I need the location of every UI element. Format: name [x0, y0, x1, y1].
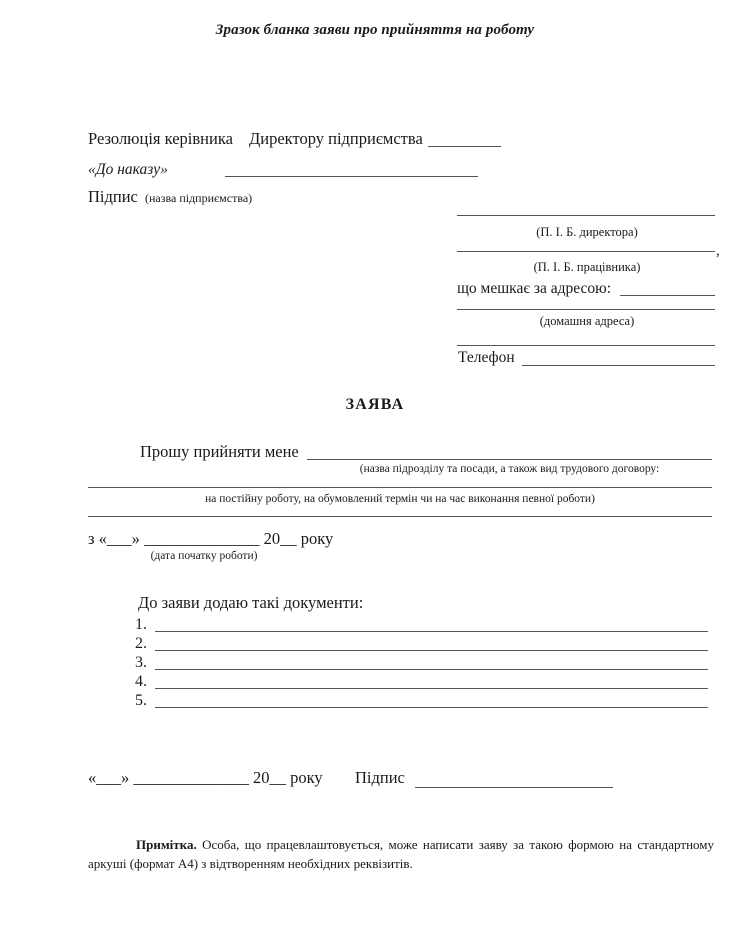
document-item-rule [155, 650, 708, 651]
phone-rule [522, 365, 715, 366]
lives-at-label: що мешкає за адресою: [457, 280, 612, 297]
footer-signature-rule [415, 787, 613, 788]
lives-at-rule [620, 295, 715, 296]
request-text: Прошу прийняти мене [140, 442, 299, 461]
document-item-number: 3. [135, 654, 147, 671]
company-name-caption: (назва підприємства) [145, 191, 253, 205]
resolution-label: Резолюція керівника [88, 129, 233, 148]
document-item-number: 2. [135, 635, 147, 652]
position-caption-line-1: (назва підрозділу та посади, а також вид трудового договору: [359, 463, 660, 475]
note-block [88, 836, 714, 874]
document-item-rule [155, 707, 708, 708]
start-date-line: з «___» ______________ 20__ року [88, 529, 334, 548]
phone-top-rule [457, 345, 715, 346]
note-text: Особа, що працевлаштовується, може написати заяву за такою формою на стандартному аркуші (формат А4) з відтворенням необхідних реквізитів. [88, 837, 714, 871]
document-item-rule [155, 688, 708, 689]
page-title: Зразок бланка заяви про прийняття на роботу [215, 22, 535, 38]
document-item-rule [155, 631, 708, 632]
position-rule [307, 459, 712, 460]
order-note-rule [225, 176, 478, 177]
phone-label: Телефон [458, 349, 515, 366]
worker-fullname-caption: (П. І. Б. працівника) [533, 260, 641, 274]
home-address-rule [457, 309, 715, 310]
note-label: Примітка. [136, 837, 197, 852]
footer-signature-label: Підпис [355, 768, 405, 787]
position-rule-2 [88, 487, 712, 488]
start-date-caption: (дата початку роботи) [150, 550, 258, 562]
director-fullname-caption: (П. І. Б. директора) [536, 225, 638, 239]
signature-label-top: Підпис [88, 187, 138, 206]
order-note-label: «До наказу» [88, 161, 168, 178]
statement-heading: ЗАЯВА [345, 396, 405, 413]
footer-date-line: «___» ______________ 20__ року [88, 768, 323, 787]
documents-heading: До заяви додаю такі документи: [138, 593, 364, 612]
worker-fullname-rule [457, 251, 715, 252]
document-item-number: 1. [135, 616, 147, 633]
director-name-rule [428, 146, 501, 147]
director-addressee-label: Директору підприємства [249, 129, 423, 148]
director-fullname-rule [457, 215, 715, 216]
document-item-number: 5. [135, 692, 147, 709]
document-item-rule [155, 669, 708, 670]
document-item-number: 4. [135, 673, 147, 690]
comma-mark: , [716, 243, 720, 259]
home-address-caption: (домашня адреса) [539, 314, 635, 328]
position-caption-line-2: на постійну роботу, на обумовлений термін чи на час виконання певної роботи) [205, 493, 595, 505]
position-rule-3 [88, 516, 712, 517]
